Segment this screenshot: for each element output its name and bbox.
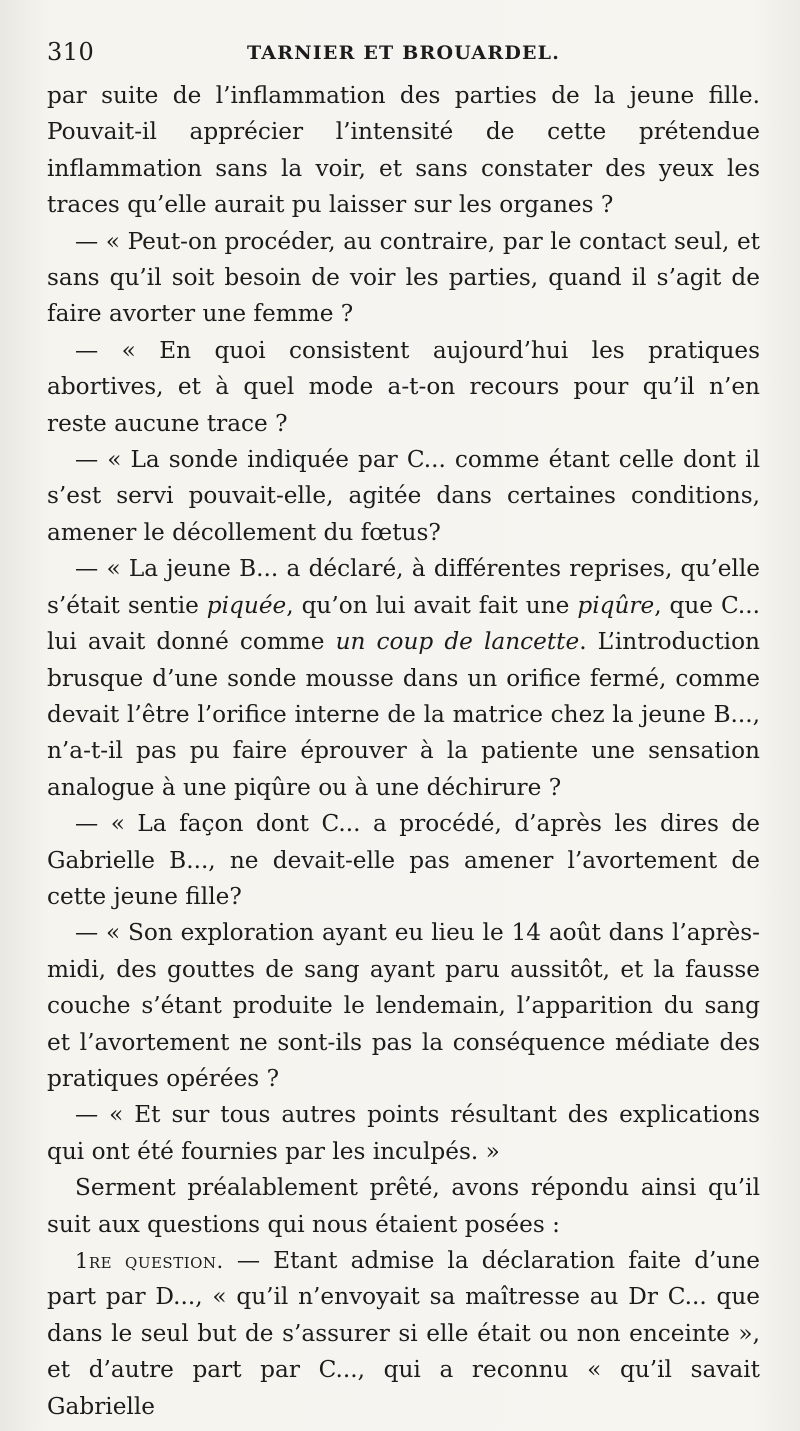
text-run: — « La jeune B... a déclaré, à différentes reprises, qu’elle s’était sentie [47,555,760,619]
italic-text: piquée [206,591,287,619]
body-text [47,78,760,1425]
text-run: , qu’on lui avait fait une [286,591,578,619]
paragraph: — « La façon dont C... a procédé, d’après les dires de Gabrielle B..., ne devait-elle pas amener l’avortement de cette jeune fille? [47,810,760,910]
paragraph [47,1243,760,1425]
paragraph: — « Son exploration ayant eu lieu le 14 août dans l’après-midi, des gouttes de sang ayant paru aussitôt, et la fausse couche s’étant produite le lendemain, l’apparition du sang et l’avortement ne sont-ils pas la conséquence médiate des pratiques opérées ? [47,919,760,1092]
paragraph: — « La sonde indiquée par C... comme étant celle dont il s’est servi pouvait-elle, agitée dans certaines conditions, amener le décollement du fœtus? [47,446,760,546]
text-run: . L’introduction brusque d’une sonde mousse dans un orifice fermé, comme devait l’être l’orifice interne de la matrice chez la jeune B..., n’a-t-il pas pu faire éprouver à la patiente une sensation analogue à une piqûre ou à une déchirure ? [47,628,760,801]
page-header [47,38,760,72]
paragraph: — « Et sur tous autres points résultant des explications qui ont été fournies par les inculpés. » [47,1101,760,1165]
text-run: , que C... lui avait donné comme [47,591,760,656]
paragraph: — « Peut-on procéder, au contraire, par le contact seul, et sans qu’il soit besoin de voir les parties, quand il s’agit de faire avorter une femme ? [47,227,760,328]
question-label: 1re question. [75,1249,224,1273]
paragraph: — « En quoi consistent aujourd’hui les pratiques abortives, et à quel mode a-t-on recours pour qu’il n’en reste aucune trace ? [47,336,760,437]
page-number: 310 [47,38,95,66]
paragraph: Serment préalablement prêté, avons répondu ainsi qu’il suit aux questions qui nous étaient posées : [47,1174,760,1238]
paragraph: par suite de l’inflammation des parties de la jeune fille. Pouvait-il apprécier l’intensité de cette prétendue inflammation sans la voir, et sans constater des yeux les traces qu’elle aurait pu laisser sur les organes ? [47,82,760,219]
text-run: — Etant admise la déclaration faite d’une part par D..., « qu’il n’envoyait sa maîtresse au Dr C... que dans le seul but de s’assurer si elle était ou non enceinte », et d’autre part par C..., qui a reconnu « qu’il savait Gabrielle [47,1247,760,1420]
italic-text: un coup de lancette [335,628,580,656]
italic-text: piqûre [577,591,655,619]
running-head: TARNIER ET BROUARDEL. [247,42,561,64]
paragraph [47,551,760,806]
